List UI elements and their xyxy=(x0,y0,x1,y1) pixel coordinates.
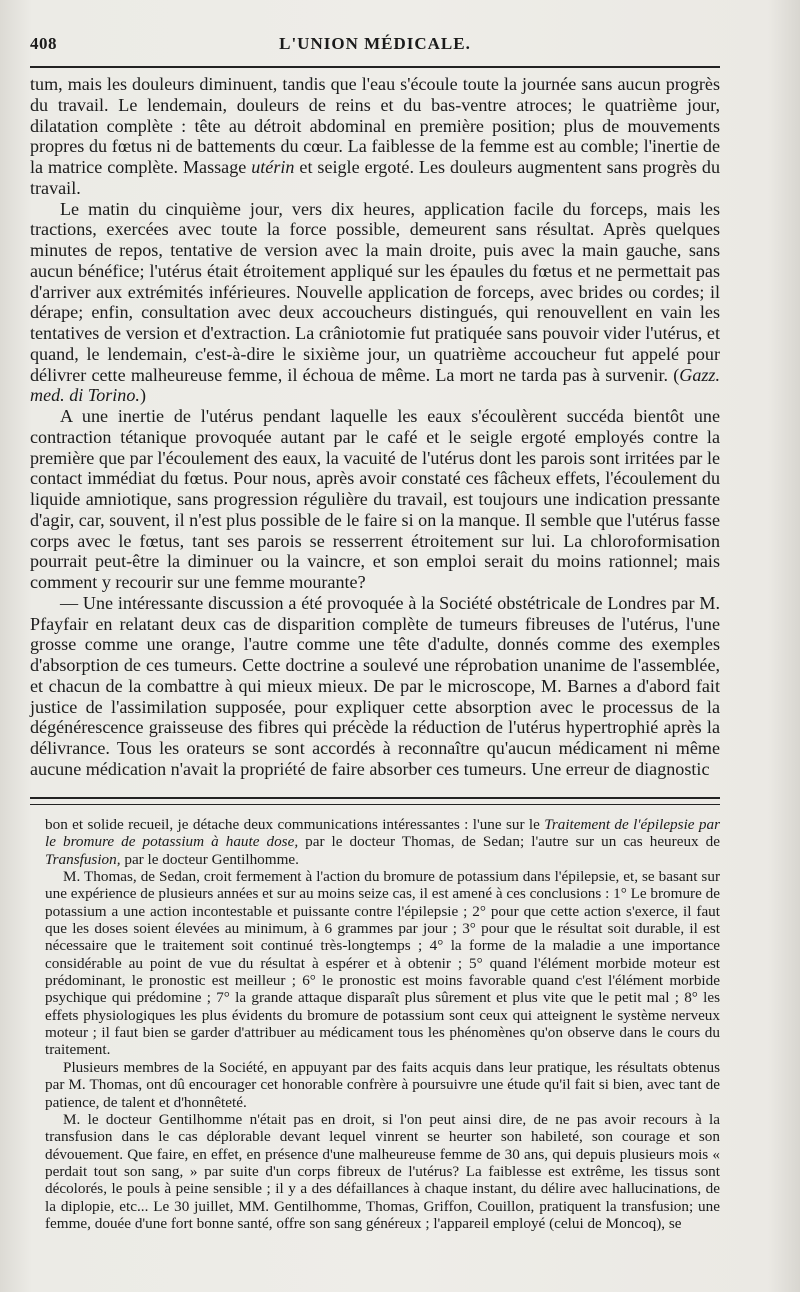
feuilleton-paragraph xyxy=(45,1111,720,1232)
page-header xyxy=(30,34,720,58)
feuilleton-paragraph xyxy=(45,1059,720,1111)
article-paragraph xyxy=(30,593,720,780)
italic-text: Gazz. med. di Torino. xyxy=(30,364,720,406)
paragraph-text: tum, mais les douleurs diminuent, tandis que l'eau s'écoule toute la journée sans aucun progrès du travail. Le lendemain, douleurs de reins et du bas-ventre atroces; le quatrième jour, dilatation complète : tête au détroit abdominal en première position; plus de mouvements propres du fœtus ni de battements du cœur. La faiblesse de la femme est au comble; l'inertie de la matrice complète. Massage xyxy=(30,74,720,177)
italic-text: Traitement de l'épilepsie par le bromure de potassium à haute dose, xyxy=(45,816,720,851)
feuilleton-paragraph xyxy=(45,816,720,868)
paragraph-text: par le docteur Gentilhomme. xyxy=(120,850,299,868)
paragraph-text: par le docteur Thomas, de Sedan; l'autre sur un cas heureux de xyxy=(298,833,720,851)
italic-text: utérin xyxy=(251,157,295,177)
paragraph-text: A une inertie de l'utérus pendant laquelle les eaux s'écoulèrent succéda bientôt une contraction tétanique provoquée autant par le café et le seigle ergoté employés contre la première que par l'écoulement des eaux, la vacuité de l'utérus dont les parois sont irritées par le contact immédiat du fœtus. Pour nous, après avoir constaté ces fâcheux effets, l'écoulement du liquide amniotique, sans progression régulière du travail, est toujours une indication pressante d'agir, car, souvent, il n'est plus possible de le faire si on la manque. Il semble que l'utérus fasse corps avec le fœtus, tant ses parois se resserrent étroitement sur lui. La chloroformisation pourrait peut-être la diminuer ou la vaincre, et son emploi serait du moins rationnel; mais comment y recourir sur une femme mourante? xyxy=(30,406,720,592)
paragraph-text: Plusieurs membres de la Société, en appuyant par des faits acquis dans leur pratique, les résultats obtenus par M. Thomas, ont dû encourager cet honorable confrère à poursuivre une étude qu'il fait si bien, avec tant de patience, de talent et d'honnêteté. xyxy=(45,1058,720,1111)
paragraph-text: ) xyxy=(139,385,146,406)
paragraph-text: M. le docteur Gentilhomme n'était pas en droit, si l'on peut ainsi dire, de ne pas avoir recours à la transfusion dans le cas déplorable devant lequel vinrent se heurter son habileté, son courage et son dévouement. Que faire, en effet, en présence d'une malheureuse femme de 30 ans, qui depuis plusieurs mois « perdait tout son sang, » par suite d'un corps fibreux de l'utérus? La faiblesse est extrême, les tissus sont décolorés, le pouls à peine sensible ; il y a des défaillances à chaque instant, du délire avec hallucinations, de la diplopie, etc... Le 30 juillet, MM. Gentilhomme, Thomas, Griffon, Couillon, pratiquent la transfusion; une femme, douée d'une fort bonne santé, offre son sang généreux ; l'appareil employé (celui de Moncoq), se xyxy=(45,1110,720,1232)
article-paragraph xyxy=(30,406,720,593)
feuilleton-text xyxy=(45,816,720,1232)
header-rule xyxy=(30,66,720,68)
feuilleton-separator xyxy=(30,797,720,805)
page-number: 408 xyxy=(30,34,57,53)
running-title: L'UNION MÉDICALE. xyxy=(279,34,471,53)
article-paragraph xyxy=(30,199,720,407)
italic-text: Transfusion, xyxy=(45,850,121,868)
paragraph-text: Le matin du cinquième jour, vers dix heures, application facile du forceps, mais les tractions, exercées avec toute la force possible, demeurent sans résultat. Après quelques minutes de repos, tentative de version avec la main droite, puis avec la main gauche, sans aucun bénéfice; l'utérus était étroitement appliqué sur les épaules du fœtus et ne permettait pas d'arriver aux extrémités inférieures. Nouvelle application de forceps, avec brides ou cordes; il dérape; enfin, consultation avec deux accoucheurs distingués, qui renouvellent en vain les tentatives de version et d'extraction. La crâniotomie fut pratiquée sans pouvoir vider l'utérus, et quand, le lendemain, c'est-à-dire le sixième jour, un quatrième accoucheur fut appelé pour délivrer cette malheureuse femme, il échoua de même. La mort ne tarda pas à survenir. ( xyxy=(30,198,720,385)
article-paragraph xyxy=(30,74,720,199)
paragraph-text: — Une intéressante discussion a été provoquée à la Société obstétricale de Londres par M. Pfayfair en relatant deux cas de disparition complète de tumeurs fibreuses de l'utérus, l'une grosse comme une orange, l'autre comme une tête d'adulte, donnés comme des exemples d'absorption de ces tumeurs. Cette doctrine a soulevé une réprobation unanime de l'assemblée, et chacun de la combattre à qui mieux mieux. De par le microscope, M. Barnes a d'abord fait justice de l'assimilation supposée, pour expliquer cette absorption avec le processus de la dégénérescence graisseuse des fibres qui précède la réduction de l'utérus hypertrophié après la délivrance. Tous les orateurs se sont accordés à reconnaître qu'aucun médicament ni même aucune médication n'avait la propriété de faire absorber ces tumeurs. Une erreur de diagnostic xyxy=(30,592,720,779)
main-article xyxy=(30,74,720,780)
paragraph-text: et seigle ergoté. Les douleurs augmentent sans progrès du travail. xyxy=(30,157,720,198)
paragraph-text: M. Thomas, de Sedan, croit fermement à l'action du bromure de potassium dans l'épilepsie, et, se basant sur une expérience de plusieurs années et sur au moins seize cas, il est amené à ces conclusions : 1° Le bromure de potassium a une action incontestable et puissante contre l'épilepsie ; 2° pour que cette action s'exerce, il faut que les doses soient élevées au minimum, à 6 grammes par jour ; 3° pour que le résultat soit durable, il est nécessaire que le traitement soit continué très-longtemps ; 4° la forme de la maladie a une importance considérable au point de vue du résultat à espérer et à obtenir ; 5° quand l'élément morbide moteur est prédominant, le pronostic est meilleur ; 6° le pronostic est moins favorable quand c'est l'élément morbide psychique qui prédomine ; 7° la grande attaque disparaît plus sûrement et plus vite que le petit mal ; 8° les effets physiologiques les plus évidents du bromure de potassium sont ceux qui atteignent le système nerveux moteur ; il faut bien se garder d'attribuer au médicament tous les phénomènes qu'on observe dans le cours du traitement. xyxy=(45,868,720,1059)
paragraph-text: bon et solide recueil, je détache deux communications intéressantes : l'une sur le xyxy=(45,816,545,833)
feuilleton-paragraph xyxy=(45,868,720,1059)
